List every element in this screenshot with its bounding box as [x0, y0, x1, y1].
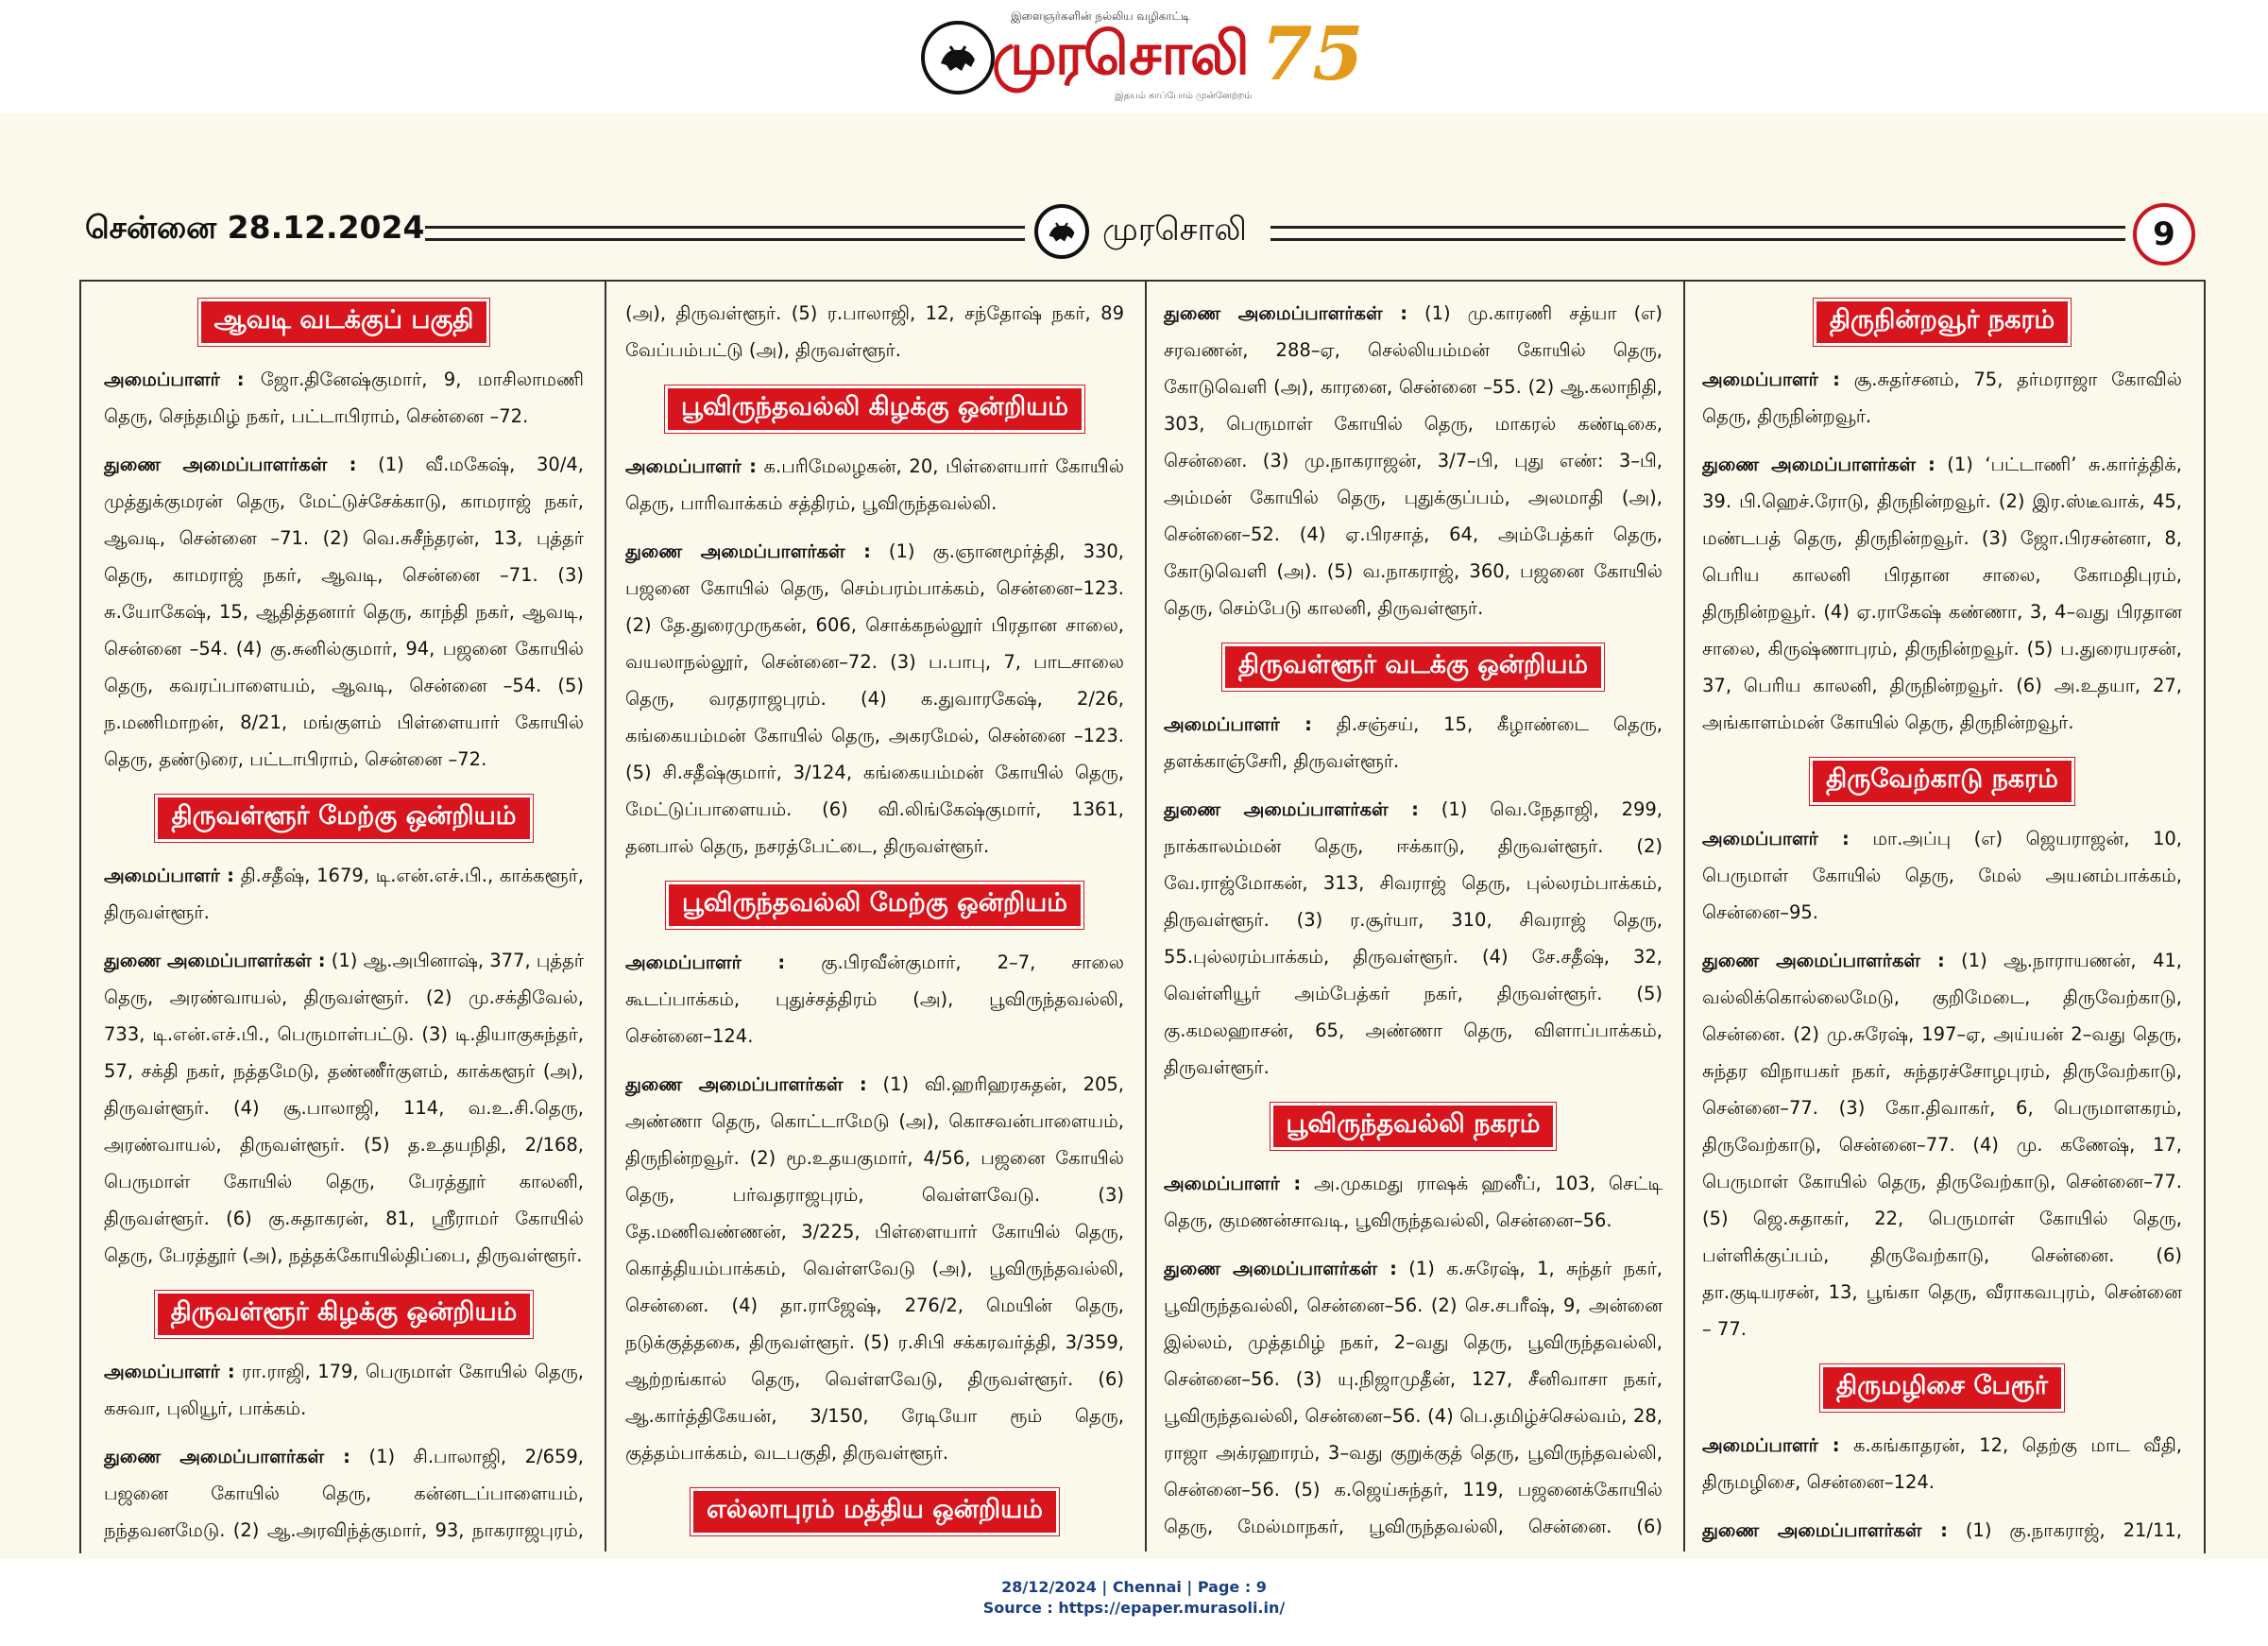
organiser-entry: அமைப்பாளர் : சூ.சுதர்சனம், 75, தர்மராஜா கோவில் தெரு, திருநின்றவூர். [1702, 369, 2182, 427]
page-number-badge: 9 [2133, 203, 2195, 266]
deputy-organisers-entry: துணை அமைப்பாளர்கள் : (1) வீ.மகேஷ், 30/4, முத்துக்குமரன் தெரு, மேட்டுச்சேக்காடு, காமராஜ் நகர், ஆவடி, சென்னை –71. (2) வெ.சுசீந்தரன், 13, புத்தர் தெரு, காமராஜ் நகர், ஆவடி, சென்னை –71. (3) சு.யோகேஷ், 15, ஆதித்தனார் தெரு, காந்தி நகர், ஆவடி, சென்னை –54. (4) கு.சுனில்குமார், 94, பஜனை கோயில் தெரு, கவரப்பாளையம், ஆவடி, சென்னை –54. (5) ந.மணிமாறன், 8/21, மங்குளம் பிள்ளையார் கோயில் தெரு, தண்டுரை, பட்டாபிராம், சென்னை –72. [104, 454, 584, 770]
anniversary-mark: 75 [1261, 11, 1364, 97]
section [1702, 758, 2182, 1347]
column-divider [605, 282, 606, 1552]
deputy-organisers-entry: துணை அமைப்பாளர்கள் : (1) ‘பட்டாணி’ சு.கார்த்திக், 39. பி.ஹெச்.ரோடு, திருநின்றவூர். (2) இர.ஸ்டீவாக், 45, மண்டபத் தெரு, திருநின்றவூர். (3) ஜோ.பிரசன்னா, 8, பெரிய காலனி பிரதான சாலை, கோமதிபுரம், திருநின்றவூர். (4) ஏ.ராகேஷ் கண்ணா, 3, 4–வது பிரதான சாலை, கிருஷ்ணாபுரம், திருநின்றவூர். (5) ப.துரையரசன், 37, பெரிய காலனி, திருநின்றவூர். (6) அ.உதயா, 27, அங்காளம்மன் கோயில் தெரு, திருநின்றவூர். [1702, 454, 2182, 733]
page-footer [0, 1559, 2268, 1646]
section-heading: திருவள்ளூர் வடக்கு ஒன்றியம் [1164, 643, 1663, 691]
column-1 [104, 282, 584, 1552]
deputy-organisers-entry: துணை அமைப்பாளர்கள் : (1) வெ.நேதாஜி, 299, நாக்காலம்மன் தெரு, ஈக்காடு, திருவள்ளூர். (2) வே.ராஜ்மோகன், 313, சிவராஜ் தெரு, புல்லரம்பாக்கம், திருவள்ளூர். (3) ர.சூர்யா, 310, சிவராஜ் தெரு, 55.புல்லரம்பாக்கம், திருவள்ளூர். (4) சே.சதீஷ், 32, வெள்ளியூர் அம்பேத்கர் நகர், திருவள்ளூர். (5) கு.கமலஹாசன், 65, அண்ணா தெரு, விளாப்பாக்கம், திருவள்ளூர். [1164, 798, 1663, 1078]
masthead-rule-left [425, 226, 1025, 241]
bull-emblem-icon [921, 21, 995, 94]
organiser-entry: அமைப்பாளர் : கு.பிரவீன்குமார், 2–7, சாலை கூடப்பாக்கம், புதுச்சத்திரம் (அ), பூவிருந்தவல்லி, சென்னை–124. [625, 952, 1124, 1047]
masthead-center [1034, 203, 1247, 260]
section [1164, 1103, 1663, 1552]
section [104, 795, 584, 1274]
deputy-organisers-entry: துணை அமைப்பாளர்கள் : (1) ஆ.நாராயணன், 41, வல்லிக்கொல்லைமேடு, குறிமேடை, திருவேற்காடு, சென்னை. (2) மு.சுரேஷ், 197–ஏ, அய்யன் 2–வது தெரு, சுந்தர விநாயகர் நகர், சுந்தரச்சோழபுரம், திருவேற்காடு, சென்னை–77. (3) கோ.திவாகர், 6, பெருமாளகரம், திருவேற்காடு, சென்னை–77. (4) மு. கணேஷ், 17, பெருமாள் கோயில் தெரு, திருவேற்காடு, சென்னை–77. (5) ஜெ.சுதாகர், 22, பெருமாள் கோயில் தெரு, பள்ளிக்குப்பம், திருவேற்காடு, சென்னை. (6) தா.குடியரசன், 13, பூங்கா தெரு, வீராகவபுரம், சென்னை – 77. [1702, 950, 2182, 1340]
section-heading: எல்லாபுரம் மத்திய ஒன்றியம் [625, 1488, 1124, 1535]
section-heading: பூவிருந்தவல்லி மேற்கு ஒன்றியம் [625, 882, 1124, 929]
organiser-entry: அமைப்பாளர் : அ.முகமது ராஷக் ஹனீப், 103, செட்டி தெரு, குமணன்சாவடி, பூவிருந்தவல்லி, சென்னை–56. [1164, 1173, 1663, 1231]
column-4 [1702, 282, 2182, 1552]
deputy-organisers-entry: துணை அமைப்பாளர்கள் : (1) கு.நாகராஜ், 21/11, [1702, 1519, 2182, 1541]
deputy-organisers-entry: துணை அமைப்பாளர்கள் : (1) ஆ.அபினாஷ், 377, புத்தர் தெரு, அரண்வாயல், திருவள்ளூர். (2) மு.சக்திவேல், 733, டி.என்.எச்.பி., பெருமாள்பட்டு. (3) டி.தியாகுசுந்தர், 57, சக்தி நகர், நத்தமேடு, தண்ணீர்குளம், காக்களூர் (அ), திருவள்ளூர். (4) சூ.பாலாஜி, 114, வ.உ.சி.தெரு, அரண்வாயல், திருவள்ளூர். (5) த.உதயநிதி, 2/168, பெருமாள் கோயில் தெரு, பேரத்தூர் காலனி, திருவள்ளூர். (6) கு.சுதாகரன், 81, ஸ்ரீராமர் கோயில் தெரு, பேரத்தூர் (அ), நத்தக்கோயில்திப்பை, திருவள்ளூர். [104, 950, 584, 1266]
section-heading: பூவிருந்தவல்லி கிழக்கு ஒன்றியம் [625, 386, 1124, 433]
section-heading: திருநின்றவூர் நகரம் [1702, 299, 2182, 346]
organiser-entry: அமைப்பாளர் : ரா.ராஜி, 179, பெருமாள் கோயில் தெரு, கசுவா, புலியூர், பாக்கம். [104, 1361, 584, 1419]
deputy-organisers-entry: துணை அமைப்பாளர்கள் : (1) கு.ஞானமூர்த்தி, 330, பஜனை கோயில் தெரு, செம்பரம்பாக்கம், சென்னை–123. (2) தே.துரைமுருகன், 606, சொக்கநல்லூர் பிரதான சாலை, வயலாநல்லூர், சென்னை–72. (3) ப.பாபு, 7, பாடசாலை தெரு, வரதராஜபுரம். (4) க.துவாரகேஷ், 2/26, கங்கையம்மன் கோயில் தெரு, அகரமேல், சென்னை –123. (5) சி.சதீஷ்குமார், 3/124, கங்கையம்மன் கோயில் தெரு, மேட்டுப்பாளையம். (6) வி.லிங்கேஷ்குமார், 1361, தனபால் தெரு, நசரத்பேட்டை, திருவள்ளூர். [625, 540, 1124, 857]
section-heading: திருவள்ளூர் மேற்கு ஒன்றியம் [104, 795, 584, 842]
organiser-entry: அமைப்பாளர் : மா.அப்பு (எ) ஜெயராஜன், 10, பெருமாள் கோயில் தெரு, மேல் அயனம்பாக்கம், சென்னை–95. [1702, 828, 2182, 923]
section-heading: பூவிருந்தவல்லி நகரம் [1164, 1103, 1663, 1150]
section-heading: திருவேற்காடு நகரம் [1702, 758, 2182, 805]
continued-text: (அ), திருவள்ளூர். (5) ர.பாலாஜி, 12, சந்தோஷ் நகர், 89 வேப்பம்பட்டு (அ), திருவள்ளூர். [625, 302, 1124, 361]
logo-subline: இதயம் காப்போம் முன்னேற்றம் [1115, 91, 1253, 101]
column-3 [1164, 282, 1663, 1552]
bull-emblem-icon [1034, 204, 1089, 259]
masthead-bar [0, 203, 2268, 260]
masthead-rule-right [1270, 226, 2125, 241]
section [1702, 1364, 2182, 1552]
section [625, 386, 1124, 865]
deputy-organisers-entry: துணை அமைப்பாளர்கள் : (1) சி.பாலாஜி, 2/659, பஜனை கோயில் தெரு, கன்னடப்பாளையம், நந்தவனமேடு. (2) ஆ.அரவிந்த்குமார், 93, நாகராஜபுரம், [104, 1446, 584, 1541]
section-heading: திருமழிசை பேரூர் [1702, 1364, 2182, 1412]
logo-tagline: இளைஞர்களின் நல்லிய வழிகாட்டி [1011, 9, 1190, 23]
column-divider [1145, 282, 1147, 1552]
organiser-entry: அமைப்பாளர் : தி.சதீஷ், 1679, டி.என்.எச்.பி., காக்களூர், திருவள்ளூர். [104, 865, 584, 923]
column-divider [1683, 282, 1685, 1552]
edition-date: சென்னை 28.12.2024 [85, 209, 425, 246]
organiser-entry [625, 1551, 1124, 1552]
organiser-entry: அமைப்பாளர் : ஜோ.தினேஷ்குமார், 9, மாசிலாமணி தெரு, செந்தமிழ் நகர், பட்டாபிராம், சென்னை –72. [104, 369, 584, 427]
section [625, 1488, 1124, 1552]
paper-name: முரசொலி [1102, 211, 1247, 249]
deputy-organisers-entry: துணை அமைப்பாளர்கள் : (1) மு.காரணி சத்யா (எ) சரவணன், 288–ஏ, செல்லியம்மன் கோயில் தெரு, கோடுவெளி (அ), காரனை, சென்னை –55. (2) ஆ.கலாநிதி, 303, பெருமாள் கோயில் தெரு, மாகரல் கண்டிகை, சென்னை. (3) மு.நாகராஜன், 3/7–பி, புது எண்: 3–பி, அம்மன் கோயில் தெரு, புதுக்குப்பம், அலமாதி (அ), சென்னை–52. (4) ஏ.பிரசாத், 64, அம்பேத்கர் தெரு, கோடுவெளி (அ). (5) வ.நாகராஜ், 360, பஜனை கோயில் தெரு, செம்பேடு காலனி, திருவள்ளூர். [1164, 302, 1663, 619]
section-heading: ஆவடி வடக்குப் பகுதி [104, 299, 584, 346]
section [625, 882, 1124, 1471]
deputy-organisers-entry: துணை அமைப்பாளர்கள் : (1) க.சுரேஷ், 1, சுந்தர் நகர், பூவிருந்தவல்லி, சென்னை–56. (2) செ.சபரீஷ், 9, அன்னை இல்லம், முத்தமிழ் நகர், 2–வது தெரு, பூவிருந்தவல்லி, சென்னை–56. (3) யு.நிஜாமுதீன், 127, சீனிவாசா நகர், பூவிருந்தவல்லி, சென்னை–56. (4) பெ.தமிழ்ச்செல்வம், 28, ராஜா அக்ரஹாரம், 3–வது குறுக்குத் தெரு, பூவிருந்தவல்லி, சென்னை–56. (5) க.ஜெய்சுந்தர், 119, பஜனைக்கோயில் தெரு, மேல்மாநகர், பூவிருந்தவல்லி, சென்னை. (6) [1164, 1258, 1663, 1537]
organiser-entry: அமைப்பாளர் : க.கங்காதரன், 12, தெற்கு மாட வீதி, திருமழிசை, சென்னை–124. [1702, 1434, 2182, 1493]
footer-source-link[interactable]: Source : https://epaper.murasoli.in/ [982, 1599, 1286, 1617]
section [1702, 299, 2182, 741]
murasoli-logo [921, 8, 1364, 102]
section-heading: திருவள்ளூர் கிழக்கு ஒன்றியம் [104, 1291, 584, 1338]
section [104, 299, 584, 778]
section [104, 1291, 584, 1552]
column-2 [625, 282, 1124, 1552]
organiser-entry: அமைப்பாளர் : தி.சஞ்சய், 15, கீழாண்டை தெரு, தளக்காஞ்சேரி, திருவள்ளூர். [1164, 713, 1663, 772]
section [1164, 643, 1663, 1086]
logo-wordmark: முரசொலி [992, 19, 1248, 88]
deputy-organisers-entry: துணை அமைப்பாளர்கள் : (1) வி.ஹரிஹரசுதன், 205, அண்ணா தெரு, கொட்டாமேடு (அ), கொசவன்பாளையம், திருநின்றவூர். (2) மூ.உதயகுமார், 4/56, பஜனை கோயில் தெரு, பர்வதராஜபுரம், வெள்ளவேடு. (3) தே.மணிவண்ணன், 3/225, பிள்ளையார் கோயில் தெரு, கொத்தியம்பாக்கம், வெள்ளவேடு (அ), பூவிருந்தவல்லி, சென்னை. (4) தா.ராஜேஷ், 276/2, மெயின் தெரு, நடுக்குத்தகை, திருவள்ளூர். (5) ர.சிபி சக்கரவர்த்தி, 3/359, ஆற்றங்கால் தெரு, வெள்ளவேடு, திருவள்ளூர். (6) ஆ.கார்த்திகேயன், 3/150, ரேடியோ ரூம் தெரு, குத்தம்பாக்கம், வடபகுதி, திருவள்ளூர். [625, 1073, 1124, 1464]
organiser-entry: அமைப்பாளர் : க.பரிமேலழகன், 20, பிள்ளையார் கோயில் தெரு, பாரிவாக்கம் சத்திரம், பூவிருந்தவல்லி. [625, 455, 1124, 514]
footer-edition-info: 28/12/2024 | Chennai | Page : 9 [1001, 1578, 1267, 1596]
